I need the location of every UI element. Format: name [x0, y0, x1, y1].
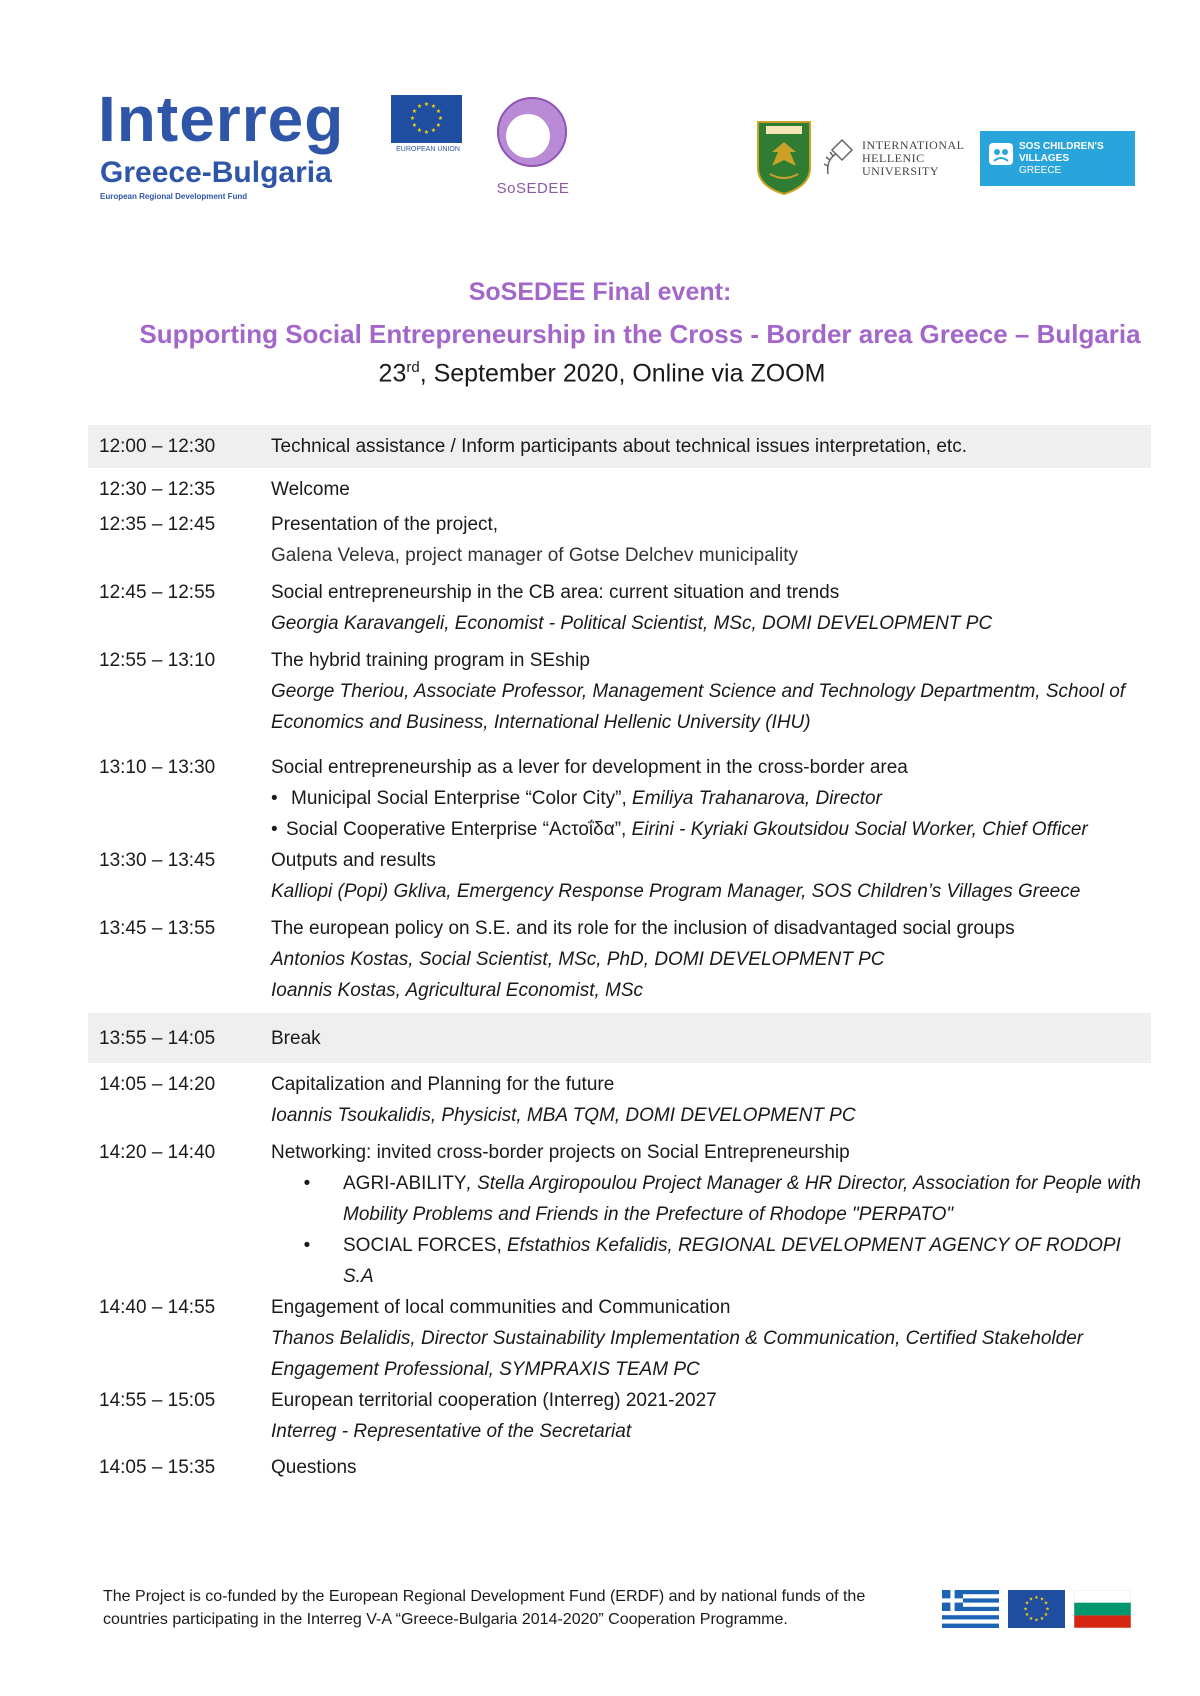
agenda-speaker-2: Ioannis Kostas, Agricultural Economist, MSc	[271, 980, 644, 1001]
svg-text:★: ★	[437, 115, 444, 122]
ihu-line-3: UNIVERSITY	[862, 164, 939, 178]
eu-label: EUROPEAN UNION	[396, 146, 460, 153]
agenda-time: 12:30 – 12:35	[99, 479, 216, 500]
municipality-crest-icon	[756, 116, 812, 196]
agenda-row	[88, 752, 1151, 845]
bullet-person: Efstathios Kefalidis, REGIONAL DEVELOPMENT AGENCY OF RODOPI S.A	[343, 1235, 1121, 1287]
sosedee-ring-icon	[494, 94, 570, 170]
agenda-title: Social entrepreneurship in the CB area: current situation and trends	[271, 582, 840, 603]
agenda-bullet	[271, 814, 1143, 845]
ihu-laurel-icon	[822, 136, 858, 176]
agenda-row	[88, 474, 1151, 505]
svg-text:★: ★	[435, 108, 442, 115]
agenda-row	[88, 913, 1151, 1006]
agenda-row	[88, 509, 1151, 571]
interreg-logo-subtitle: Greece-Bulgaria	[100, 156, 332, 189]
agenda-title: European territorial cooperation (Interreg) 2021-2027	[271, 1390, 717, 1411]
agenda-title: Capitalization and Planning for the future	[271, 1074, 615, 1095]
svg-text:★: ★	[1043, 1612, 1049, 1618]
svg-text:★: ★	[1034, 1595, 1039, 1601]
svg-text:★: ★	[1023, 1606, 1028, 1613]
ihu-line-1: INTERNATIONAL	[862, 138, 965, 152]
sos-line-2: VILLAGES	[1019, 153, 1070, 164]
agenda-speaker: Ioannis Tsoukalidis, Physicist, MBA TQM, DOMI DEVELOPMENT PC	[271, 1105, 856, 1126]
bullet-dot-icon: •	[271, 819, 278, 840]
agenda-bullet	[271, 1168, 1143, 1230]
sos-line-1: SOS CHILDREN'S	[1019, 141, 1104, 152]
agenda-time: 14:05 – 14:20	[99, 1074, 216, 1095]
bullet-person: , Stella Argiropoulou Project Manager & HR Director, Association for People with Mobility Problems and Friends in the Prefecture of Rhodope "PERPATO"	[343, 1173, 1141, 1225]
agenda-title: The hybrid training program in SEship	[271, 650, 590, 671]
svg-text:★: ★	[411, 108, 418, 115]
agenda-row	[88, 845, 1151, 907]
bullet-person: Emiliya Trahanarova, Director	[626, 788, 882, 809]
agenda-time: 14:40 – 14:55	[99, 1297, 216, 1318]
agenda-time: 12:35 – 12:45	[99, 514, 216, 535]
agenda-title: Break	[271, 1027, 321, 1049]
agenda-row	[88, 1292, 1151, 1385]
sos-line-3: GREECE	[1019, 165, 1062, 176]
svg-text:★: ★	[416, 127, 423, 134]
agenda-row	[88, 1013, 1151, 1063]
svg-text:★: ★	[430, 127, 437, 134]
agenda-time: 13:45 – 13:55	[99, 918, 216, 939]
agenda-speaker: Thanos Belalidis, Director Sustainability Implementation & Communication, Certified Stakeholder Engagement Professional, SYMPRAXIS TEAM PC	[271, 1328, 1084, 1380]
sos-house-icon	[988, 142, 1014, 166]
bullet-dot-icon: •	[303, 1235, 311, 1256]
sos-wordmark	[1019, 141, 1104, 177]
svg-text:★: ★	[1028, 1596, 1034, 1603]
agenda-row	[88, 1137, 1151, 1292]
agenda-time: 12:00 – 12:30	[99, 436, 216, 457]
svg-text:★: ★	[416, 103, 423, 110]
agenda-time: 13:10 – 13:30	[99, 757, 216, 778]
agenda-title: Outputs and results	[271, 850, 436, 871]
bullet-name: Social Cooperative Enterprise “Αcτοΐδα”,	[286, 819, 627, 840]
bullet-dot-icon: •	[303, 1173, 311, 1194]
agenda-speaker: George Theriou, Associate Professor, Management Science and Technology Departmentm, School of Economics and Business, International Hellenic University (IHU)	[271, 681, 1126, 733]
agenda-bullet	[271, 783, 1143, 814]
agenda-row	[88, 1069, 1151, 1131]
agenda-speaker: Georgia Karavangeli, Economist - Political Scientist, MSc, DOMI DEVELOPMENT PC	[271, 613, 993, 634]
agenda-time: 13:55 – 14:05	[99, 1027, 216, 1049]
agenda-title: Questions	[271, 1457, 357, 1478]
ihu-line-2: HELLENIC	[862, 151, 925, 165]
agenda-speaker: Antonios Kostas, Social Scientist, MSc, PhD, DOMI DEVELOPMENT PC	[271, 949, 885, 970]
svg-text:★: ★	[1039, 1616, 1045, 1622]
interreg-logo-fund: European Regional Development Fund	[100, 192, 248, 201]
date-suffix: rd	[406, 359, 420, 376]
agenda-time: 14:55 – 15:05	[99, 1390, 216, 1411]
ihu-wordmark	[862, 139, 964, 178]
agenda-speaker: Galena Veleva, project manager of Gotse Delchev municipality	[271, 545, 798, 566]
funding-statement: The Project is co-funded by the European Regional Development Fund (ERDF) and by national funds of the countries participating in the Interreg V-A “Greece-Bulgaria 2014-2020” Cooperation Programme.	[103, 1588, 866, 1628]
svg-text:★: ★	[423, 101, 430, 108]
agenda-title: Presentation of the project,	[271, 514, 499, 535]
svg-text:★: ★	[430, 103, 437, 110]
agenda-row	[88, 1452, 1151, 1483]
agenda-time: 12:45 – 12:55	[99, 582, 216, 603]
sos-childrens-villages-logo	[980, 131, 1135, 186]
agenda-row	[88, 1385, 1151, 1447]
agenda-title: Welcome	[271, 479, 350, 500]
svg-text:★: ★	[1024, 1600, 1030, 1607]
eu-flag-footer-icon	[1008, 1590, 1065, 1628]
event-subtitle: Supporting Social Entrepreneurship in the Cross - Border area Greece – Bulgaria	[139, 319, 1141, 349]
sosedee-label: SoSEDEE	[496, 180, 570, 197]
bullet-dot-icon: •	[271, 788, 278, 809]
agenda-title: The european policy on S.E. and its role for the inclusion of disadvantaged social groups	[271, 918, 1015, 939]
bullet-name: Municipal Social Enterprise “Color City”,	[291, 788, 627, 809]
bullet-person: Eirini - Kyriaki Gkoutsidou Social Worker, Chief Officer	[626, 819, 1088, 840]
agenda-row	[88, 577, 1151, 639]
svg-text:★: ★	[1028, 1616, 1034, 1622]
agenda-time: 12:55 – 13:10	[99, 650, 216, 671]
event-title: SoSEDEE Final event:	[468, 278, 732, 306]
agenda-time: 13:30 – 13:45	[99, 850, 216, 871]
svg-text:★: ★	[423, 129, 430, 136]
svg-text:★: ★	[409, 115, 416, 122]
svg-text:★: ★	[1043, 1600, 1049, 1607]
agenda-speaker: Interreg - Representative of the Secretariat	[271, 1421, 632, 1442]
agenda-title: Networking: invited cross-border projects on Social Entrepreneurship	[271, 1142, 850, 1163]
agenda-row	[88, 645, 1151, 738]
date-day: 23	[378, 359, 407, 388]
interreg-logo-word: Interreg	[98, 83, 345, 155]
svg-text:★: ★	[1034, 1617, 1039, 1624]
svg-text:★: ★	[411, 122, 418, 129]
svg-text:★: ★	[1039, 1596, 1045, 1603]
agenda-table	[88, 425, 1151, 1483]
bullet-name: SOCIAL FORCES,	[343, 1235, 502, 1256]
agenda-row	[88, 425, 1151, 468]
bullet-name: AGRI-ABILITY	[343, 1173, 467, 1194]
greece-flag-icon	[942, 1590, 999, 1628]
agenda-bullet	[271, 1230, 1143, 1292]
svg-text:★: ★	[1024, 1612, 1030, 1618]
eu-flag-icon	[391, 95, 462, 143]
svg-text:★: ★	[435, 122, 442, 129]
agenda-speaker: Kalliopi (Popi) Gkliva, Emergency Response Program Manager, SOS Children’s Villages Greece	[271, 881, 1081, 902]
agenda-title: Technical assistance / Inform participants about technical issues interpretation, etc.	[271, 436, 967, 457]
agenda-title: Social entrepreneurship as a lever for development in the cross-border area	[271, 757, 908, 778]
agenda-time: 14:20 – 14:40	[99, 1142, 216, 1163]
svg-text:★: ★	[1045, 1606, 1050, 1613]
agenda-title: Engagement of local communities and Communication	[271, 1297, 731, 1318]
agenda-time: 14:05 – 15:35	[99, 1457, 216, 1478]
bulgaria-flag-icon	[1074, 1590, 1131, 1628]
date-rest: , September 2020, Online via ZOOM	[419, 359, 826, 388]
event-date	[2, 359, 1200, 388]
